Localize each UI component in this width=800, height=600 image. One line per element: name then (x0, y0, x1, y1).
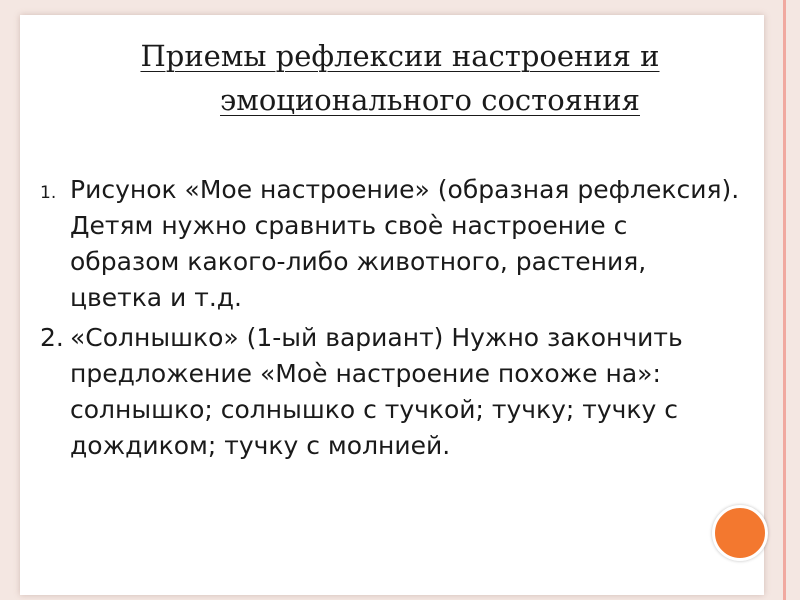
slide-title (80, 34, 720, 122)
accent-rule (783, 0, 786, 600)
item-text: «Солнышко» (1-ый вариант) Нужно закончить предложение «Моѐ настроение похоже на»: солнышко; солнышко с тучкой; тучку; тучку с дождиком; тучку с молнией. (70, 323, 683, 460)
title-line-2: эмоционального состояния (220, 83, 640, 117)
list-item (40, 320, 740, 464)
list-item (40, 172, 740, 316)
item-text: Рисунок «Мое настроение» (образная рефлексия). Детям нужно сравнить своѐ настроение с образом какого-либо животного, растения, цветка и т.д. (70, 175, 740, 312)
item-list (40, 172, 740, 464)
item-number: 1. (40, 183, 57, 203)
decorative-circle-icon (712, 505, 768, 561)
item-number: 2. (40, 323, 64, 352)
title-line-1: Приемы рефлексии настроения и (140, 39, 660, 73)
